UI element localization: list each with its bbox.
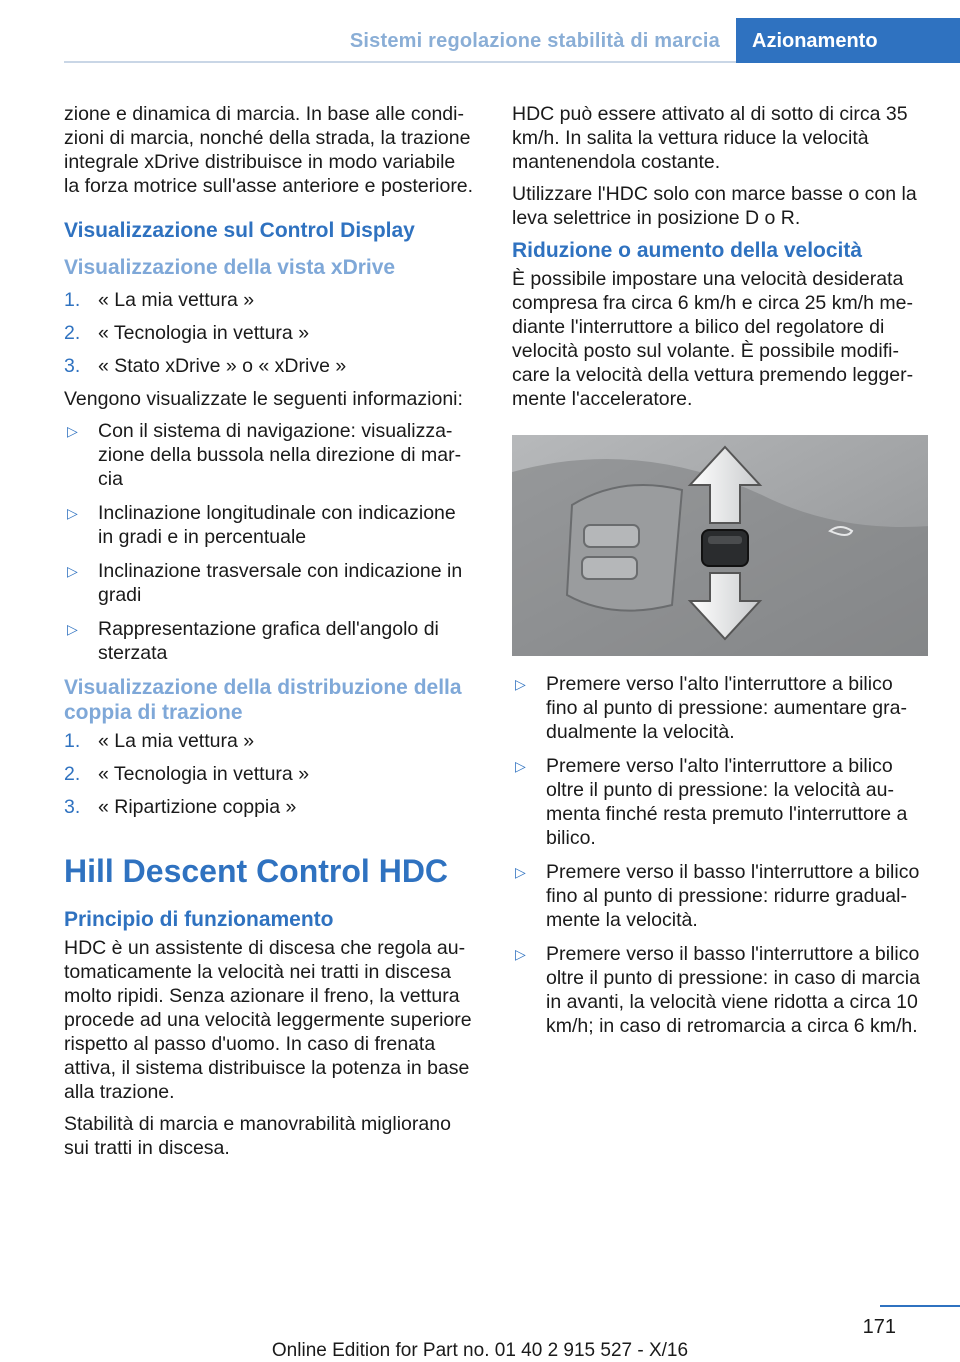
rocker-switch-instructions (512, 672, 928, 1038)
step-number: 1. (64, 730, 81, 752)
list-item (64, 419, 474, 491)
list-item (64, 762, 474, 786)
step-text: « Tecnologia in vettura » (98, 322, 310, 344)
step-text: « La mia vettura » (98, 289, 255, 311)
info-lead: Vengono visualizzate le seguenti informazioni: (64, 388, 463, 410)
list-item (512, 672, 928, 744)
step-number: 3. (64, 796, 81, 818)
edition-footer: Online Edition for Part no. 01 40 2 915 527 - X/16 (271, 1340, 689, 1361)
triangle-right-icon: ▷ (515, 946, 526, 962)
speed-adjust-paragraph: È possibile impostare una velocità desiderata compresa fra circa 6 km/h e circa 25 km/h mediante l'interruttore a bilico del regolatore di velocità posto sul volante. È possibile modificare la velocità della vettura premendo leggermente l'acceleratore. (512, 268, 914, 410)
footer-rule (880, 1305, 960, 1307)
list-item (64, 795, 474, 819)
triangle-right-icon: ▷ (67, 505, 78, 521)
step-number: 2. (64, 763, 81, 785)
header-chapter-tab: Azionamento (736, 18, 960, 63)
header-section-title: Sistemi regolazione stabilità di marcia (349, 30, 720, 52)
bullet-text: Premere verso il basso l'interruttore a bilico oltre il punto di pressione: in caso di marcia in avanti, la velocità viene ridotta a circa 10 km/h; in caso di retromarcia a circa 6 km/h. (546, 943, 920, 1037)
step-text: « Ripartizione coppia » (98, 796, 297, 818)
right-column (512, 102, 928, 1048)
hdc-benefit: Stabilità di marcia e manovrabilità migliorano sui tratti in discesa. (64, 1113, 451, 1159)
triangle-right-icon: ▷ (515, 676, 526, 692)
heading-control-display: Visualizzazione sul Control Display (64, 219, 415, 242)
heading-torque-distribution: Visualizzazione della distribuzione della coppia di trazione (64, 676, 462, 724)
step-number: 2. (64, 322, 81, 344)
intro-paragraph: zione e dinamica di marcia. In base alle condizioni di marcia, nonché della strada, la trazione integrale xDrive distribuisce in modo variabile la forza motrice sull'asse anteriore e posteriore. (64, 103, 474, 197)
page-number: 171 (862, 1316, 896, 1338)
list-item (512, 754, 928, 850)
step-number: 3. (64, 355, 81, 377)
triangle-right-icon: ▷ (67, 563, 78, 579)
xdrive-steps-list (64, 288, 474, 378)
step-number: 1. (64, 289, 81, 311)
bullet-text: Premere verso l'alto l'interruttore a bilico fino al punto di pressione: aumentare gradualmente la velocità. (546, 673, 907, 743)
left-column (64, 102, 474, 1168)
triangle-right-icon: ▷ (515, 758, 526, 774)
bullet-text: Con il sistema di navigazione: visualizzazione della bussola nella direzione di marcia (98, 420, 462, 490)
list-item (64, 729, 474, 753)
gear-paragraph: Utilizzare l'HDC solo con marce basse o con la leva selettrice in posizione D o R. (512, 183, 917, 229)
step-text: « Tecnologia in vettura » (98, 763, 310, 785)
hdc-description: HDC è un assistente di discesa che regola automaticamente la velocità nei tratti in discesa molto ripidi. Senza azionare il freno, la vettura procede ad una velocità leggermente superiore rispetto al passo d'uomo. In caso di frenata attiva, il sistema distribuisce la potenza in base alla trazione. (64, 937, 472, 1103)
heading-hill-descent-control: Hill Descent Control HDC (64, 853, 449, 889)
bullet-text: Rappresentazione grafica dell'angolo di sterzata (98, 618, 439, 664)
triangle-right-icon: ▷ (515, 864, 526, 880)
steering-wheel-illustration (512, 435, 928, 656)
list-item (64, 288, 474, 312)
bullet-text: Inclinazione trasversale con indicazione in gradi (98, 560, 463, 606)
list-item (64, 321, 474, 345)
torque-steps-list (64, 729, 474, 819)
bullet-text: Inclinazione longitudinale con indicazione in gradi e in percentuale (98, 502, 456, 548)
list-item (64, 617, 474, 665)
bullet-text: Premere verso il basso l'interruttore a bilico fino al punto di pressione: ridurre gradualmente la velocità. (546, 861, 920, 931)
heading-xdrive-view: Visualizzazione della vista xDrive (64, 256, 396, 279)
list-item (512, 860, 928, 932)
triangle-right-icon: ▷ (67, 621, 78, 637)
steering-wheel-rocker-switch-illustration (512, 435, 928, 656)
list-item (64, 559, 474, 607)
activation-paragraph: HDC può essere attivato al di sotto di circa 35 km/h. In salita la vettura riduce la velocità mantenendola costante. (512, 103, 908, 173)
step-text: « Stato xDrive » o « xDrive » (98, 355, 347, 377)
step-text: « La mia vettura » (98, 730, 255, 752)
heading-speed-adjust: Riduzione o aumento della velocità (512, 239, 863, 262)
triangle-right-icon: ▷ (67, 423, 78, 439)
info-bullet-list (64, 419, 474, 665)
list-item (64, 354, 474, 378)
heading-operating-principle: Principio di funzionamento (64, 908, 334, 931)
list-item (512, 942, 928, 1038)
list-item (64, 501, 474, 549)
bullet-text: Premere verso l'alto l'interruttore a bilico oltre il punto di pressione: la velocità aumenta finché resta premuto l'interruttore a bilico. (546, 755, 908, 849)
